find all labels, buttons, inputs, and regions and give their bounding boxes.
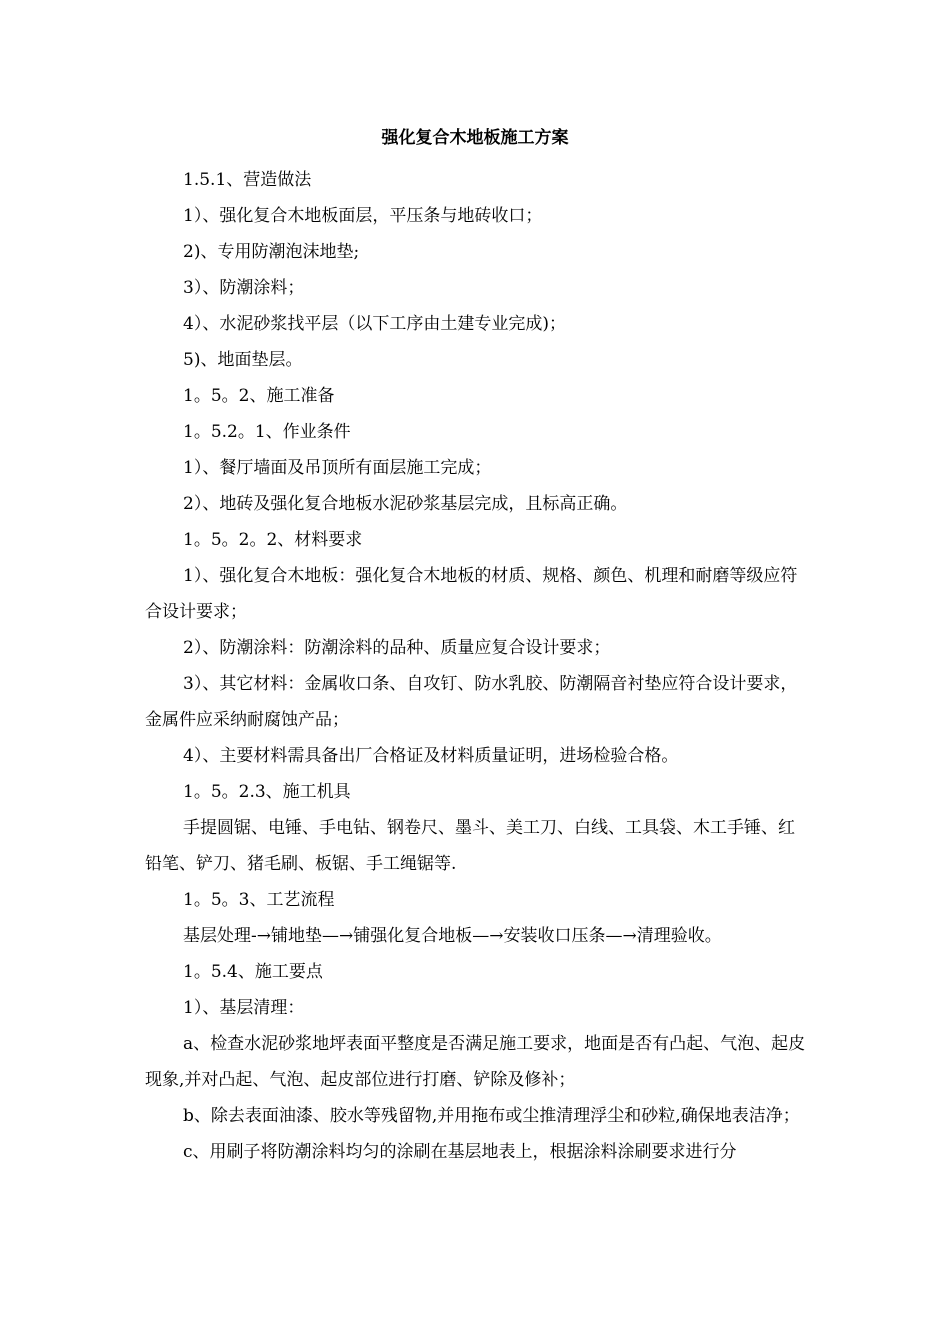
document-title: 强化复合木地板施工方案 <box>381 128 569 148</box>
paragraph: 1.5.1、营造做法 <box>183 170 312 190</box>
paragraph: c、用刷子将防潮涂料均匀的涂刷在基层地表上，根据涂料涂刷要求进行分 <box>183 1142 737 1162</box>
section-heading: 1。5。2.3、施工机具 <box>183 782 351 802</box>
paragraph: b、除去表面油漆、胶水等残留物,并用拖布或尘推清理浮尘和砂粒,确保地表洁净； <box>183 1106 800 1126</box>
section-heading: 1。5.2。1、作业条件 <box>183 422 351 442</box>
paragraph: 基层处理-→铺地垫—→铺强化复合地板—→安装收口压条—→清理验收。 <box>183 926 722 946</box>
paragraph: 1）、餐厅墙面及吊顶所有面层施工完成； <box>183 458 492 478</box>
paragraph: 4）、水泥砂浆找平层（以下工序由土建专业完成)； <box>183 314 566 334</box>
section-heading: 1。5。2。2、材料要求 <box>183 530 363 550</box>
paragraph: 2)、专用防潮泡沫地垫; <box>183 242 360 262</box>
paragraph: 4）、主要材料需具备出厂合格证及材料质量证明，进场检验合格。 <box>183 746 679 766</box>
paragraph: 1）、基层清理： <box>183 998 305 1018</box>
document-body <box>145 162 807 1170</box>
section-heading: 1。5。2、施工准备 <box>183 386 335 406</box>
paragraph: 5)、地面垫层。 <box>183 350 303 370</box>
paragraph: 3）、防潮涂料； <box>183 278 305 298</box>
paragraph: 1）、强化复合木地板：强化复合木地板的材质、规格、颜色、机理和耐磨等级应符合设计要求； <box>145 566 798 622</box>
paragraph: 3）、其它材料：金属收口条、自攻钉、防水乳胶、防潮隔音衬垫应符合设计要求，金属件应采纳耐腐蚀产品； <box>145 674 798 730</box>
paragraph: 2）、地砖及强化复合地板水泥砂浆基层完成，且标高正确。 <box>183 494 628 514</box>
paragraph: 2）、防潮涂料：防潮涂料的品种、质量应复合设计要求； <box>183 638 611 658</box>
paragraph: 1）、强化复合木地板面层，平压条与地砖收口； <box>183 206 543 226</box>
paragraph: a、检查水泥砂浆地坪表面平整度是否满足施工要求，地面是否有凸起、气泡、起皮现象,并对凸起、气泡、起皮部位进行打磨、铲除及修补； <box>145 1034 806 1090</box>
section-heading: 1。5。3、工艺流程 <box>183 890 335 910</box>
paragraph: 手提圆锯、电锤、手电钻、钢卷尺、墨斗、美工刀、白线、工具袋、木工手锤、红铅笔、铲刀、猪毛刷、板锯、手工绳锯等. <box>145 818 795 874</box>
section-heading: 1。5.4、施工要点 <box>183 962 323 982</box>
